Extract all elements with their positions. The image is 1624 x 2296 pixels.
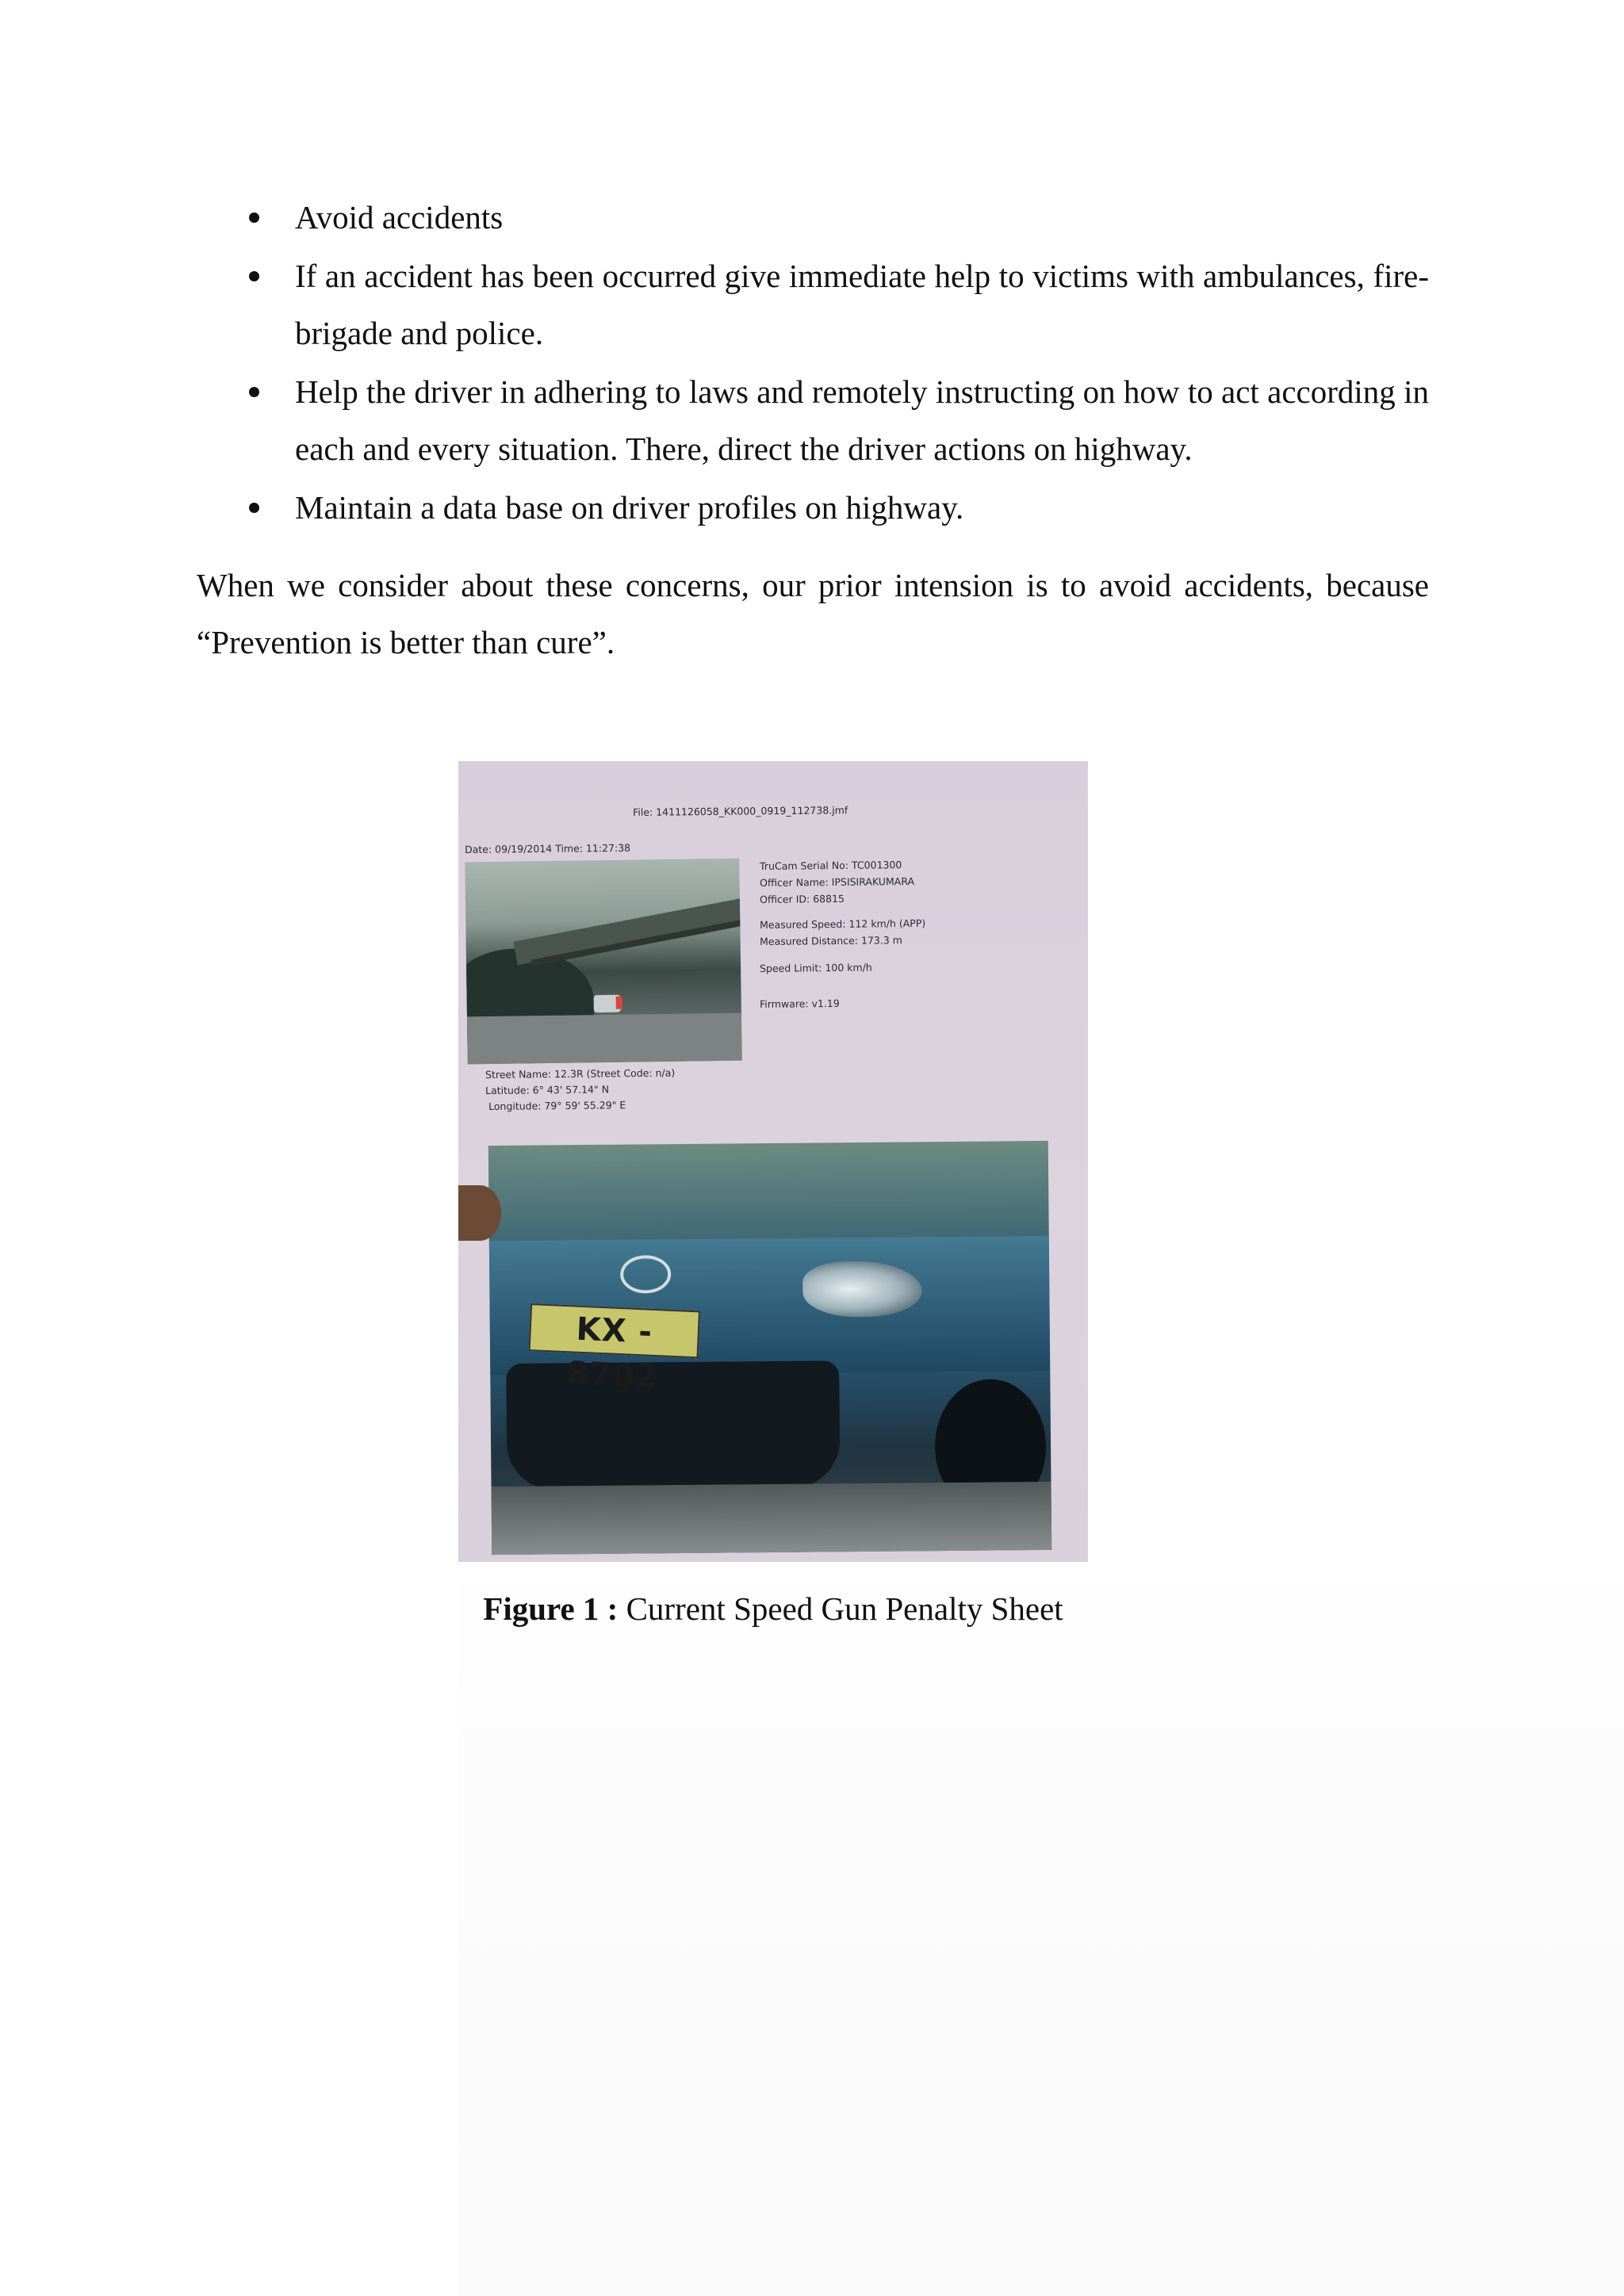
sheet-measured-distance: Measured Distance: 173.3 m: [760, 934, 902, 947]
scene-road: [467, 1013, 742, 1065]
bullet-icon: [249, 271, 259, 281]
sheet-officer-name: Officer Name: IPSISIRAKUMARA: [760, 874, 915, 889]
figure-caption-text: Current Speed Gun Penalty Sheet: [618, 1590, 1063, 1627]
bullet-list: [243, 189, 1429, 538]
bullet-icon: [249, 387, 259, 397]
scan-shading: [458, 1554, 1624, 2296]
car-grille: [506, 1360, 840, 1490]
figure-caption: [476, 1587, 1071, 1630]
sheet-speed-limit: Speed Limit: 100 km/h: [760, 961, 872, 974]
speed-camera-scene-image: [465, 859, 742, 1065]
sheet-date-time: Date: 09/19/2014 Time: 11:27:38: [465, 841, 631, 855]
road-surface: [492, 1482, 1052, 1555]
sheet-latitude: Latitude: 6° 43' 57.14" N: [485, 1083, 610, 1096]
bullet-icon: [249, 503, 259, 513]
sheet-officer-id: Officer ID: 68815: [760, 892, 845, 905]
list-item: [243, 247, 1429, 362]
list-item-text: Avoid accidents: [295, 199, 504, 235]
sheet-file-name: File: 1411126058_KK000_0919_112738.jmf: [633, 804, 848, 818]
penalty-sheet-photo: [458, 761, 1088, 1562]
figure-label: Figure 1 :: [483, 1590, 619, 1627]
license-plate: KX - 8702: [529, 1303, 700, 1358]
sheet-street: Street Name: 12.3R (Street Code: n/a): [485, 1066, 676, 1081]
thumb-holding-sheet: [458, 1185, 501, 1241]
scene-target-marker: [616, 997, 622, 1009]
body-paragraph: When we consider about these concerns, our prior intension is to avoid accidents, because “Prevention is better than cure”.: [197, 567, 1429, 660]
sheet-firmware: Firmware: v1.19: [760, 997, 840, 1010]
list-item: [243, 363, 1429, 477]
sheet-serial: TruCam Serial No: TC001300: [760, 859, 902, 872]
sheet-longitude: Longitude: 79° 59' 55.29" E: [488, 1099, 626, 1112]
list-item-text: Maintain a data base on driver profiles on highway.: [295, 489, 964, 526]
sheet-measured-speed: Measured Speed: 112 km/h (APP): [760, 916, 926, 931]
bullet-icon: [249, 212, 259, 223]
list-item-text: If an accident has been occurred give immediate help to victims with ambulances, fire-brigade and police.: [295, 258, 1429, 351]
list-item: [243, 189, 1429, 246]
list-item-text: Help the driver in adhering to laws and remotely instructing on how to act according in each and every situation. There, direct the driver actions on highway.: [295, 373, 1429, 467]
vehicle-photo: [488, 1141, 1051, 1555]
list-item: [243, 479, 1429, 536]
